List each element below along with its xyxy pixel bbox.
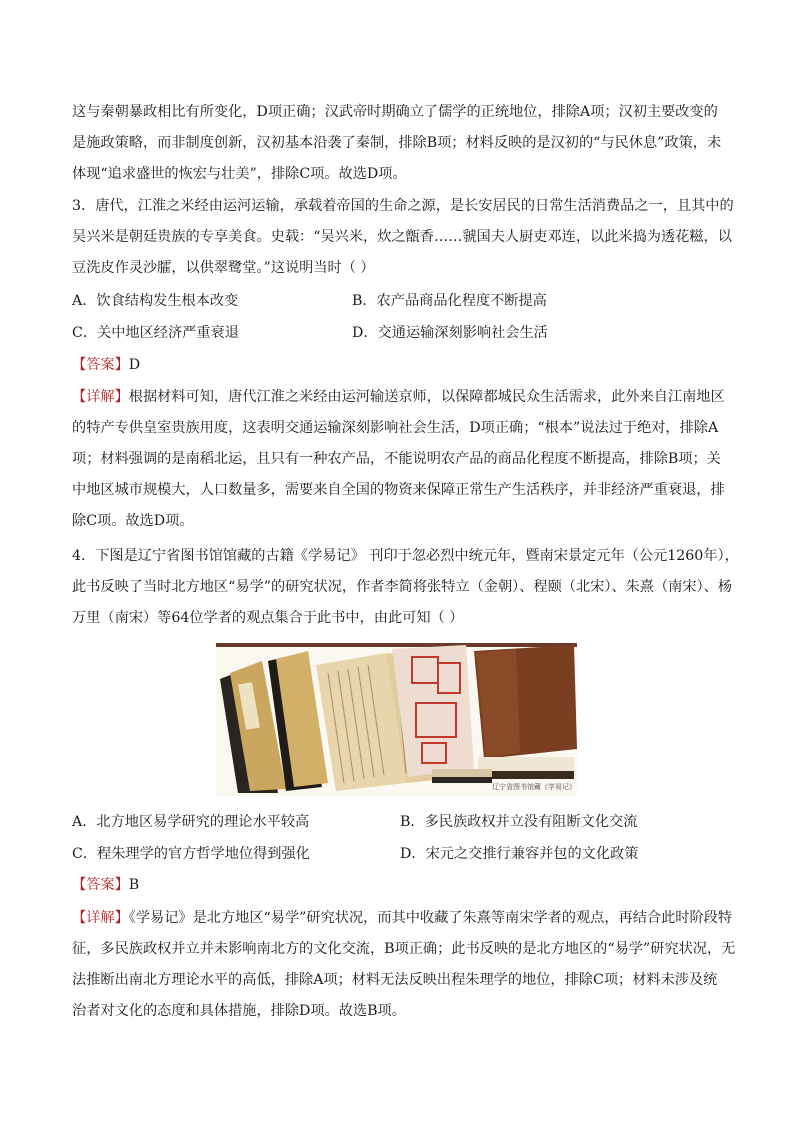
figure-caption: 辽宁省图书馆藏《学易记》 (492, 783, 576, 791)
q4-option-a: A．北方地区易学研究的理论水平较高 (72, 814, 310, 830)
q4-option-b: B．多民族政权并立没有阻断文化交流 (400, 814, 638, 830)
text-line: 4．下图是辽宁省图书馆馆藏的古籍《学易记》 刊印于忽必烈中统元年，暨南宋景定元年（公元1260年）， (72, 548, 739, 564)
text-line: 体现“追求盛世的恢宏与壮美”，排除C项。故选D项。 (72, 166, 407, 182)
q3-option-c: C．关中地区经济严重衰退 (72, 325, 239, 341)
text-line: 3．唐代，江淮之米经由运河运输，承载着帝国的生命之源，是长安居民的日常生活消费品之一，且其中的 (72, 198, 734, 214)
answer-tag: 【答案】 (72, 877, 129, 893)
answer-value: D (128, 357, 141, 373)
text-line: 除C项。故选D项。 (72, 513, 194, 529)
q3-answer (72, 353, 140, 377)
q3-option-a: A．饮食结构发生根本改变 (72, 293, 239, 309)
text-line: 的特产专供皇室贵族用度，这表明交通运输深刻影响社会生活，D项正确；“根本”说法过于绝对，排除A (72, 420, 719, 436)
detail-tag: 【详解】 (72, 910, 129, 926)
text-line: 治者对文化的态度和具体措施，排除D项。故选B项。 (72, 1003, 406, 1019)
q4-explanation (72, 903, 736, 1027)
question-4-stem (72, 541, 739, 634)
text-line: 这与秦朝暴政相比有所变化，D项正确；汉武帝时期确立了儒学的正统地位，排除A项；汉初主要改变的 (72, 104, 718, 120)
text-line: 项；材料强调的是南稻北运，且只有一种农产品，不能说明农产品的商品化程度不断提高，排除B项；关 (72, 451, 721, 467)
ancient-book-photo (216, 643, 577, 796)
question-3-stem (72, 191, 734, 284)
q3-explanation (72, 382, 725, 537)
text-line: 此书反映了当时北方地区“易学”的研究状况，作者李简将张特立（金朝）、程颐（北宋）、朱熹（南宋）、杨 (72, 579, 733, 595)
q4-option-c: C．程朱理学的官方哲学地位得到强化 (72, 846, 310, 862)
text-line: 豆洗皮作灵沙臛，以供翠鹭堂。”这说明当时（ ） (72, 260, 375, 276)
text-line: 万里（南宋）等64位学者的观点集合于此书中，由此可知（ ） (72, 610, 464, 626)
q3-option-d: D．交通运输深刻影响社会生活 (352, 325, 548, 341)
detail-tag: 【详解】 (72, 389, 129, 405)
text-line: 征，多民族政权并立并未影响南北方的文化交流，B项正确；此书反映的是北方地区的“易学”研究状况，无 (72, 941, 736, 957)
text-line: 是施政策略，而非制度创新，汉初基本沿袭了秦制，排除B项；材料反映的是汉初的“与民休息”政策，未 (72, 135, 722, 151)
text-line: 【详解】根据材料可知，唐代江淮之米经由运河输送京师，以保障都城民众生活需求，此外来自江南地区 (72, 389, 725, 405)
answer-tag: 【答案】 (72, 357, 129, 373)
text-line: 法推断出南北方理论水平的高低，排除A项；材料无法反映出程朱理学的地位，排除C项；材料未涉及统 (72, 972, 718, 988)
q4-option-d: D．宋元之交推行兼容并包的文化政策 (400, 846, 639, 862)
text-line: 吴兴米是朝廷贵族的专享美食。史载：“吴兴米，炊之甑香……虢国夫人厨吏邓连，以此米捣为透花糍，以 (72, 229, 732, 245)
previous-explanation (72, 97, 722, 190)
text-line: 中地区城市规模大，人口数量多，需要来自全国的物资来保障正常生产生活秩序，并非经济严重衰退，排 (72, 482, 725, 498)
q4-answer (72, 873, 139, 897)
answer-value: B (128, 877, 140, 893)
q3-option-b: B．农产品商品化程度不断提高 (352, 293, 547, 309)
text-line: 【详解】《学易记》是北方地区“易学”研究状况，而其中收藏了朱熹等南宋学者的观点，再结合此时阶段特 (72, 910, 733, 926)
